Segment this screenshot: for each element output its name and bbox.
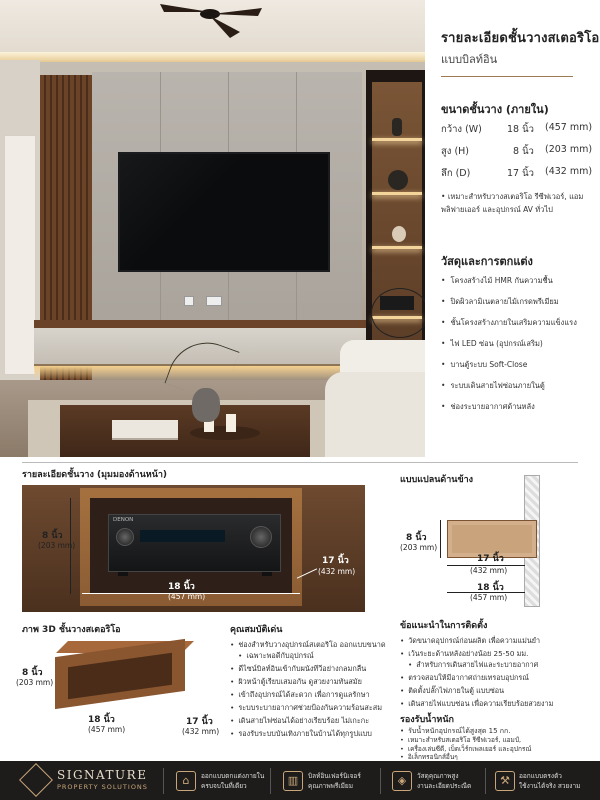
decor-clock [392, 226, 406, 242]
load-heading: รองรับน้ำหนัก [400, 715, 454, 725]
home-icon: ⌂ [176, 771, 196, 791]
view3d-height-inch: 8 นิ้ว [22, 668, 43, 678]
dim-label-height: สูง (H) [441, 146, 470, 157]
dim-label-width: กว้าง (W) [441, 124, 482, 135]
brand-tagline: PROPERTY SOLUTIONS [57, 783, 148, 791]
front-width-inch: 18 นิ้ว [168, 582, 195, 592]
view3d-depth-inch: 17 นิ้ว [186, 717, 213, 727]
cove-light [0, 52, 425, 62]
side-depth-mm: (432 mm) [470, 566, 508, 575]
side-depth-inch: 17 นิ้ว [477, 554, 504, 564]
side-height-inch: 8 นิ้ว [406, 533, 427, 543]
shelf-light [372, 246, 422, 249]
tools-icon: ⚒ [495, 771, 515, 791]
front-height-mm: (203 mm) [38, 541, 76, 550]
materials-heading: วัสดุและการตกแต่ง [441, 255, 533, 268]
detail-callout-circle [371, 288, 425, 338]
feature-item: • ดีไซน์บิลท์อินเข้ากับผนังทีวีอย่างกลมกลืน [230, 664, 366, 675]
view3d-height-mm: (203 mm) [16, 678, 54, 687]
front-depth-inch: 17 นิ้ว [322, 556, 349, 566]
view3d-width-inch: 18 นิ้ว [88, 715, 115, 725]
room-photo [0, 0, 425, 457]
features-heading: คุณสมบัติเด่น [230, 625, 283, 635]
ceiling-fan-icon [150, 0, 270, 40]
furniture-icon: ▥ [283, 771, 303, 791]
front-height-inch: 8 นิ้ว [42, 531, 63, 541]
dim-mm-depth: (432 mm) [545, 166, 593, 177]
side-height-mm: (203 mm) [400, 543, 438, 552]
footer-separator [270, 768, 271, 794]
footer-separator [485, 768, 486, 794]
tray [190, 426, 260, 440]
divider [441, 76, 573, 77]
dimension-note: • เหมาะสำหรับวางสเตอริโอ รีซีฟเวอร์, แอมพลิฟายเออร์ และอุปกรณ์ AV ทั่วไป [441, 192, 584, 214]
feature-item: • เข้าถึงอุปกรณ์ได้สะดวก เพื่อการดูแลรักษา [230, 690, 370, 701]
material-item: • ไฟ LED ซ่อน (อุปกรณ์เสริม) [441, 338, 543, 350]
coffee-table [60, 405, 310, 457]
footer-separator [163, 768, 164, 794]
brand-name: SIGNATURE [57, 768, 148, 782]
quality-icon: ◈ [392, 771, 412, 791]
dimensions-heading: ขนาดชั้นวาง (ภายใน) [441, 103, 549, 116]
receiver-foot [118, 572, 128, 576]
tip-item: • วัดขนาดอุปกรณ์ก่อนผลิต เพื่อความแม่นยำ [400, 636, 540, 647]
view3d-heading: ภาพ 3D ชั้นวางสเตอริโอ [22, 625, 121, 635]
material-item: • ระบบเดินสายไฟซ่อนภายในตู้ [441, 380, 545, 392]
dim-label-depth: ลึก (D) [441, 168, 471, 179]
tip-item: • เว้นระยะด้านหลังอย่างน้อย 25-50 มม. [400, 649, 528, 660]
receiver-display [140, 530, 225, 542]
tv-glare [120, 154, 328, 270]
material-item: • โครงสร้างไม้ HMR กันความชื้น [441, 275, 553, 287]
side-width-inch: 18 นิ้ว [477, 583, 504, 593]
side-width-mm: (457 mm) [470, 593, 508, 602]
footer-separator [380, 768, 381, 794]
books [112, 420, 178, 440]
section-divider [22, 462, 578, 463]
decor-sculpture [388, 170, 408, 190]
receiver-knob [116, 528, 134, 546]
footer-item-1: ออกแบบตกแต่งภายใน ครบจบในที่เดียว [201, 772, 265, 790]
feature-item: • เดินสายไฟซ่อนได้อย่างเรียบร้อย ไม่เกะกะ [230, 716, 369, 727]
load-line: • เหมาะสำหรับสเตอริโอ รีซีฟเวอร์, แอมป์, [400, 735, 521, 745]
load-line: • อิเล็กทรอนิกส์อื่นๆ [400, 752, 458, 762]
side-shelf-inner [452, 525, 532, 553]
dim-inch-depth: 17 นิ้ว [507, 168, 534, 179]
feature-item: • ช่องสำหรับวางอุปกรณ์สเตอริโอ ออกแบบขนาด [230, 640, 386, 651]
feature-item: • ผิวหน้าตู้เรียบเสมอกัน ดูสวยงามทันสมัย [230, 677, 362, 688]
feature-item: • รองรับระบบบันเทิงภายในบ้านได้ทุกรูปแบบ [230, 729, 372, 740]
plant-vase [192, 388, 220, 422]
sofa [325, 372, 425, 457]
receiver-brand: DENON [113, 517, 134, 523]
page-title: รายละเอียดชั้นวางสเตอริโอ [441, 31, 600, 46]
receiver-foot [262, 572, 272, 576]
front-view-heading: รายละเอียดชั้นวาง (มุมมองด้านหน้า) [22, 470, 168, 480]
dim-mm-height: (203 mm) [545, 144, 593, 155]
tip-item: • ตรวจสอบให้มีอากาศถ่ายเทรอบอุปกรณ์ [400, 673, 529, 684]
load-line: • รับน้ำหนักอุปกรณ์ได้สูงสุด 15 กก. [400, 726, 510, 737]
view3d-depth-mm: (432 mm) [182, 727, 220, 736]
floating-console-top [34, 320, 366, 328]
material-item: • ปิดผิวลามิเนตลายไม้เกรดพรีเมียม [441, 296, 559, 308]
material-item: • บานตู้ระบบ Soft-Close [441, 359, 527, 371]
tip-item: • ติดตั้งปลั๊กไฟภายในตู้ แบบซ่อน [400, 686, 504, 697]
dim-inch-width: 18 นิ้ว [507, 124, 534, 135]
dim-inch-height: 8 นิ้ว [513, 146, 534, 157]
door [4, 135, 36, 375]
page-subtitle: แบบบิลท์อิน [441, 53, 498, 66]
load-line: • เครื่องเล่นซีดี, เบ็ดเว็ร์กเพลเยอร์ และอุปกรณ์ [400, 744, 531, 754]
side-plan-heading: แบบแปลนด้านข้าง [400, 475, 474, 485]
side-height-line [440, 520, 441, 558]
front-width-mm: (457 mm) [168, 592, 206, 601]
volume-knob [250, 526, 272, 548]
tips-heading: ข้อแนะนำในการติดตั้ง [400, 621, 488, 631]
material-item: • ชั้นโครงสร้างภายในเสริมความแข็งแรง [441, 317, 577, 329]
tip-item: • เดินสายไฟแบบซ่อน เพื่อความเรียบร้อยสวยงาม [400, 699, 553, 710]
feature-item: • ระบบระบายอากาศช่วยป้องกันความร้อนสะสม [230, 703, 382, 714]
feature-item-cont: • เฉพาะพอดีกับอุปกรณ์ [238, 651, 314, 662]
wall-outlet [206, 296, 222, 306]
wall-switch [184, 296, 194, 306]
tip-item-cont: • สำหรับการเดินสายไฟและระบายอากาศ [408, 660, 538, 671]
dim-mm-width: (457 mm) [545, 122, 593, 133]
view3d-width-mm: (457 mm) [88, 725, 126, 734]
shelf-light [372, 138, 422, 141]
shelf-light [372, 192, 422, 195]
front-depth-mm: (432 mm) [318, 567, 356, 576]
decor-vase [392, 118, 402, 136]
candle [226, 414, 236, 432]
material-item: • ช่องระบายอากาศด้านหลัง [441, 401, 535, 413]
footer-item-3: วัสดุคุณภาพสูง งานละเอียดประณีต [417, 772, 472, 790]
footer-item-4: ออกแบบตรงตัว ใช้งานได้จริง สวยงาม [519, 772, 581, 790]
footer-item-2: บิลท์อินเฟอร์นิเจอร์ คุณภาพพรีเมียม [308, 772, 361, 790]
